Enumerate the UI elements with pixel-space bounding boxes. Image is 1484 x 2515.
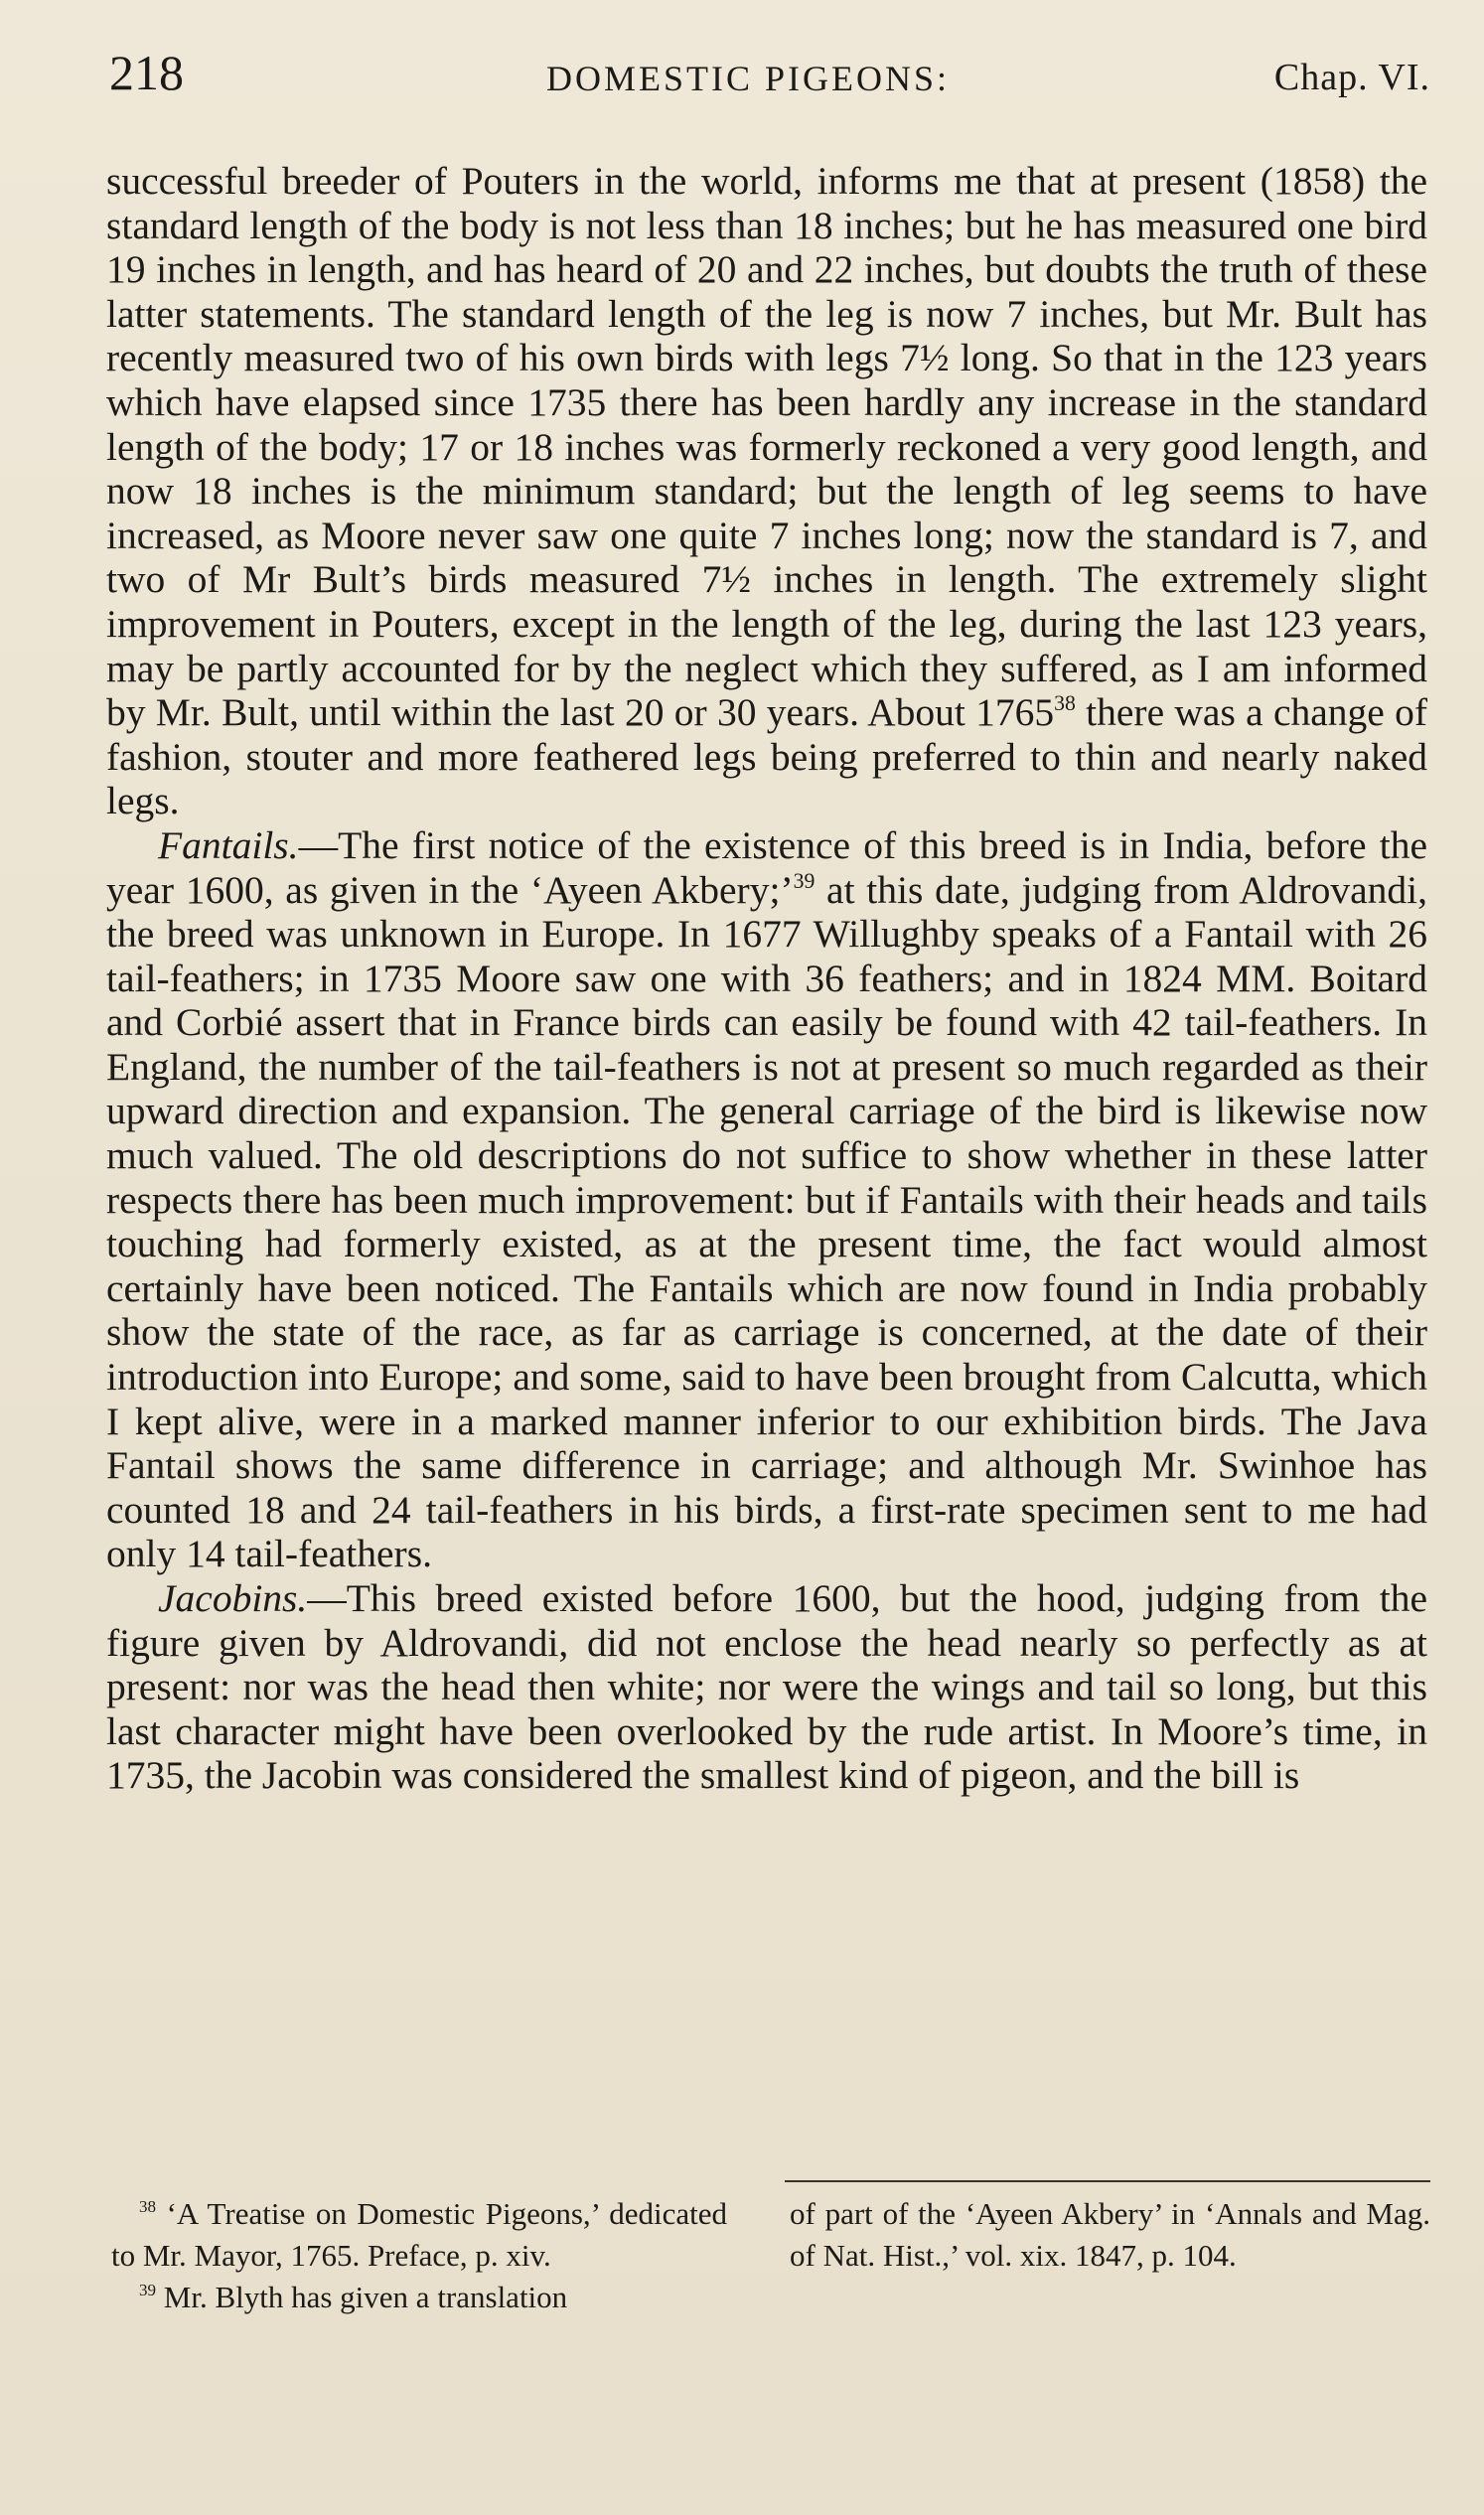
paragraph-jacobins [106,1576,1427,1798]
paragraph-text: —The first notice of the existence of this breed is in India, before the year 1600, as given in the ‘Ayeen Akbery;’ [106,822,1427,912]
footnote-rule [785,2180,1430,2182]
section-lead: Jacobins. [158,1576,308,1620]
footnote-text: ‘A Treatise on Domestic Pigeons,’ dedicated to Mr. Mayor, 1765. Preface, p. xiv. [111,2196,727,2273]
footnote-mark: 39 [139,2281,157,2300]
paragraph-text: at this date, judging from Aldrovandi, the breed was unknown in Europe. In 1677 Willughby speaks of a Fantail with 26 tail-feathers; in 1735 Moore saw one with 36 feathers; and in 1824 MM. Boitard and Corbié assert that in France birds can easily be found with 42 tail-feathers. In England, the number of the tail-feathers is not at present so much regarded as their upward direction and expansion. The general carriage of the bird is likewise now much valued. The old descriptions do not suffice to show whether in these latter respects there has been much improvement: but if Fantails with their heads and tails touching had formerly existed, as at the present time, the fact would almost certainly have been noticed. The Fantails which are now found in India probably show the state of the race, as far as carriage is concerned, at the date of their introduction into Europe; and some, said to have been brought from Calcutta, which I kept alive, were in a marked manner inferior to our exhibition birds. The Java Fantail shows the same difference in carriage; and although Mr. Swinhoe has counted 18 and 24 tail-feathers in his birds, a first-rate specimen sent to me had only 14 tail-feathers. [106,867,1427,1576]
footnote-39-continued: of part of the ‘Ayeen Akbery’ in ‘Annals and Mag. of Nat. Hist.,’ vol. xix. 1847, p. 104. [790,2196,1430,2273]
footnotes-left-column [111,2193,727,2318]
paragraph-fantails [106,823,1427,1576]
paragraph-text: —This breed existed before 1600, but the hood, judging from the figure given by Aldrovandi, did not enclose the head nearly so perfectly as at present: nor was the head then white; nor were the wings and tail so long, but this last character might have been overlooked by the rude artist. In Moore’s time, in 1735, the Jacobin was considered the smallest kind of pigeon, and the bill is [106,1576,1427,1798]
footnote-mark: 38 [139,2197,157,2217]
footnote-ref-38: 38 [1054,690,1076,715]
paragraph-text: there was a change of fashion, stouter and more feathered legs being preferred to thin and nearly naked legs. [106,690,1428,823]
paragraph-pouters [106,159,1427,823]
page-number: 218 [109,45,184,100]
footnote-38 [111,2193,727,2277]
footnotes-right-column [790,2193,1430,2277]
main-text [106,159,1427,1798]
chapter-label: Chap. VI. [1273,57,1430,98]
footnote-ref-39: 39 [793,868,816,893]
running-header [109,44,1430,113]
footnote-39 [111,2277,727,2318]
running-title: DOMESTIC PIGEONS: [546,59,951,98]
section-lead: Fantails. [158,822,299,867]
footnote-text: Mr. Blyth has given a translation [156,2280,568,2314]
paragraph-text: successful breeder of Pouters in the world, informs me that at present (1858) the standard length of the body is not less than 18 inches; but he has measured one bird 19 inches in length, and has heard of 20 and 22 inches, but doubts the truth of these latter statements. The standard length of the leg is now 7 inches, but Mr. Bult has recently measured two of his own birds with legs 7½ long. So that in the 123 years which have elapsed since 1735 there has been hardly any increase in the standard length of the body; 17 or 18 inches was formerly reckoned a very good length, and now 18 inches is the minimum standard; but the length of leg seems to have increased, as Moore never saw one quite 7 inches long; now the standard is 7, and two of Mr Bult’s birds measured 7½ inches in length. The extremely slight improvement in Pouters, except in the length of the leg, during the last 123 years, may be partly accounted for by the neglect which they suffered, as I am informed by Mr. Bult, until within the last 20 or 30 years. About 1765 [106,159,1427,735]
